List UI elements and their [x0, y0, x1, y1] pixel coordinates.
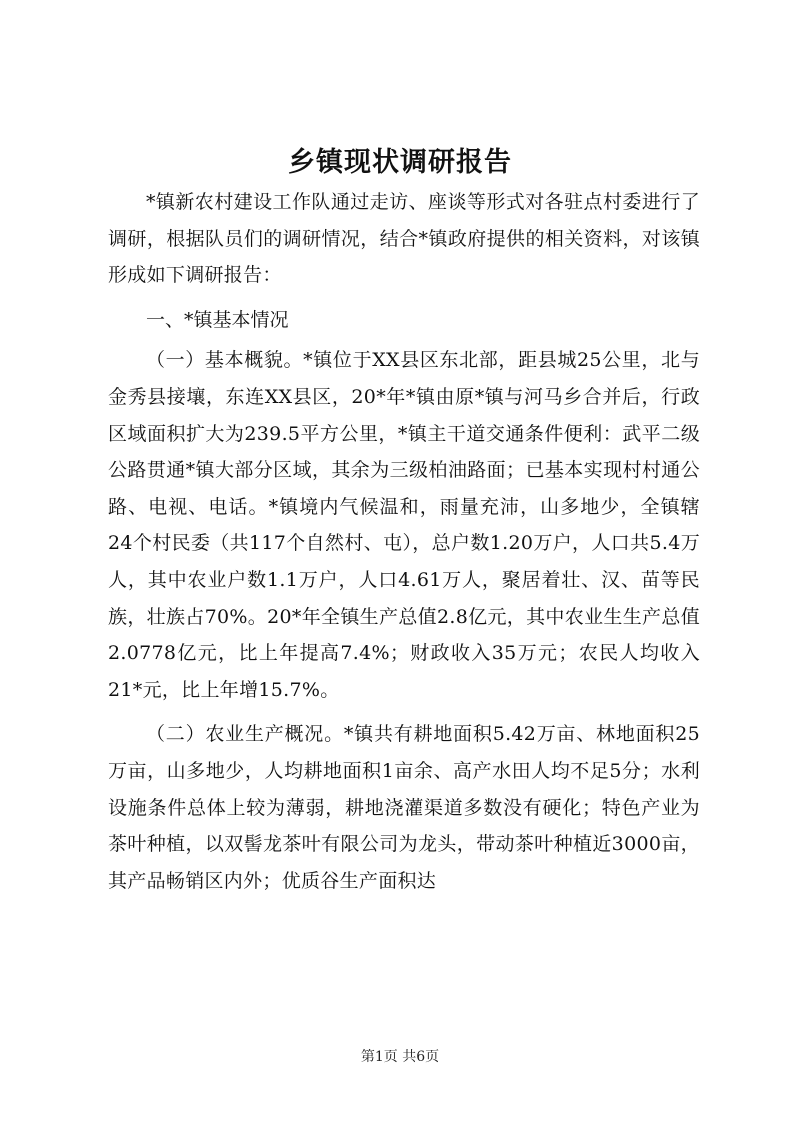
paragraph-basic-overview: （一）基本概貌。*镇位于XX县区东北部，距县城25公里，北与金秀县接壤，东连XX县区，20*年*镇由原*镇与河马乡合并后，行政区域面积扩大为239.5平方公里，*镇主干道交通条件便利：武平二级公路贯通*镇大部分区域，其余为三级柏油路面；已基本实现村村通公路、电视、电话。*镇境内气候温和，雨量充沛，山多地少，全镇辖24个村民委（共117个自然村、屯），总户数1.20万户，人口共5.4万人，其中农业户数1.1万户，人口4.61万人，聚居着壮、汉、苗等民族，壮族占70%。20*年全镇生产总值2.8亿元，其中农业生生产总值2.0778亿元，比上年提高7.4%；财政收入35万元；农民人均收入21*元，比上年增15.7%。: [108, 349, 700, 701]
document-body: [108, 184, 700, 899]
paragraph-agriculture-overview: （二）农业生产概况。*镇共有耕地面积5.42万亩、林地面积25万亩，山多地少，人均耕地面积1亩余、高产水田人均不足5分；水利设施条件总体上较为薄弱，耕地浇灌渠道多数没有硬化；特色产业为茶叶种植，以双髻龙茶叶有限公司为龙头，带动茶叶种植近3000亩，其产品畅销区内外；优质谷生产面积达: [108, 723, 700, 892]
intro-paragraph: *镇新农村建设工作队通过走访、座谈等形式对各驻点村委进行了调研，根据队员们的调研情况，结合*镇政府提供的相关资料，对该镇形成如下调研报告：: [108, 191, 700, 287]
section-heading: 一、*镇基本情况: [146, 308, 289, 331]
document-title: 乡镇现状调研报告: [288, 147, 512, 178]
page-number: 第1页 共6页: [360, 1049, 440, 1065]
